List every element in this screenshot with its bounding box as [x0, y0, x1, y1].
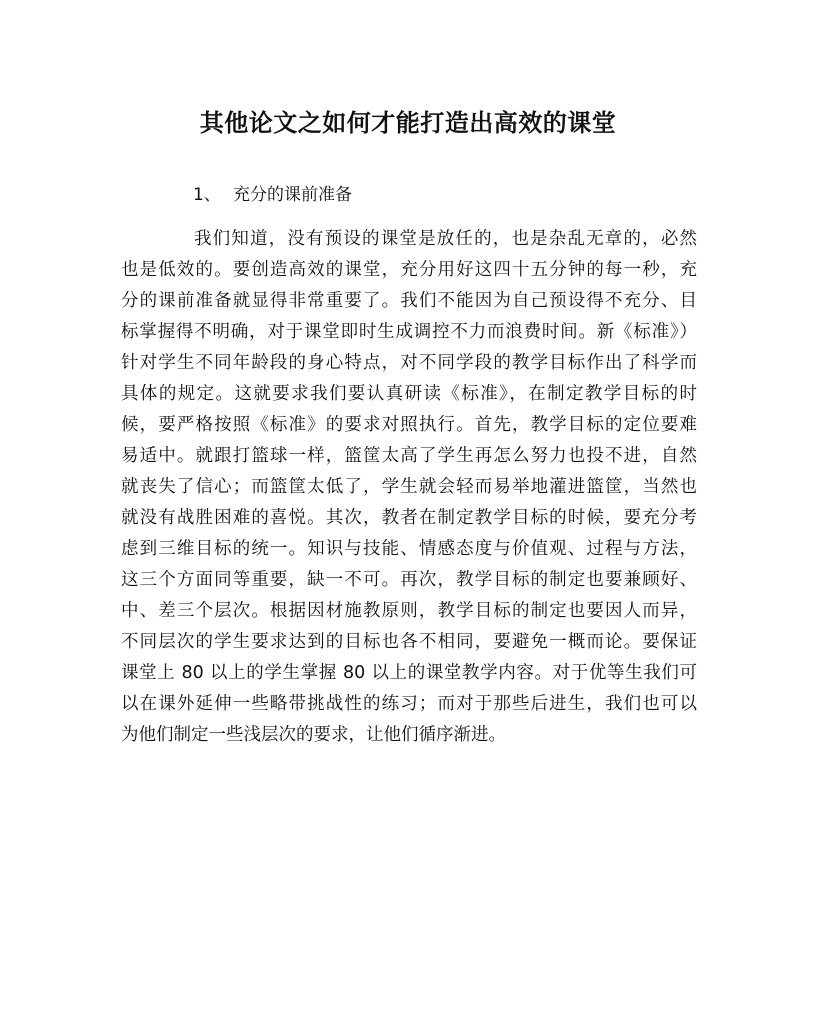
paragraph-line: 标掌握得不明确，对于课堂即时生成调控不力而浪费时间。新《标准》） — [121, 322, 697, 342]
paragraph-line: 分的课前准备就显得非常重要了。我们不能因为自己预设得不充分、目 — [121, 291, 697, 311]
paragraph-line: 中、差三个层次。根据因材施教原则，教学目标的制定也要因人而异， — [121, 601, 697, 621]
paragraph-line: 为他们制定一些浅层次的要求，让他们循序渐进。 — [121, 725, 506, 745]
paragraph-line: 候，要严格按照《标准》的要求对照执行。首先，教学目标的定位要难 — [121, 415, 697, 435]
section-heading — [193, 183, 352, 207]
paragraph-line: 具体的规定。这就要求我们要认真研读《标准》，在制定教学目标的时 — [121, 384, 697, 404]
paragraph-line: 也是低效的。要创造高效的课堂，充分用好这四十五分钟的每一秒，充 — [121, 260, 697, 280]
paragraph-line: 就丧失了信心；而篮筐太低了，学生就会轻而易举地灌进篮筐，当然也 — [121, 477, 697, 497]
paragraph-line: 不同层次的学生要求达到的目标也各不相同，要避免一概而论。要保证 — [121, 632, 697, 652]
paragraph-line: 就没有战胜困难的喜悦。其次，教者在制定教学目标的时候，要充分考 — [121, 508, 697, 528]
section-heading-text: 充分的课前准备 — [233, 185, 352, 205]
paragraph-line: 这三个方面同等重要，缺一不可。再次，教学目标的制定也要兼顾好、 — [121, 570, 697, 590]
paragraph-line: 我们知道，没有预设的课堂是放任的，也是杂乱无章的，必然 — [194, 229, 697, 249]
paragraph-line: 易适中。就跟打篮球一样，篮筐太高了学生再怎么努力也投不进，自然 — [121, 446, 697, 466]
section-number: 1、 — [193, 185, 221, 205]
paragraph-line: 以在课外延伸一些略带挑战性的练习；而对于那些后进生，我们也可以 — [121, 694, 697, 714]
paragraph-line: 虑到三维目标的统一。知识与技能、情感态度与价值观、过程与方法， — [121, 539, 697, 559]
page-title: 其他论文之如何才能打造出高效的课堂 — [199, 108, 617, 137]
body-paragraph — [121, 224, 697, 751]
paragraph-line: 课堂上 80 以上的学生掌握 80 以上的课堂教学内容。对于优等生我们可 — [121, 663, 697, 683]
paragraph-line: 针对学生不同年龄段的身心特点，对不同学段的教学目标作出了科学而 — [121, 353, 697, 373]
